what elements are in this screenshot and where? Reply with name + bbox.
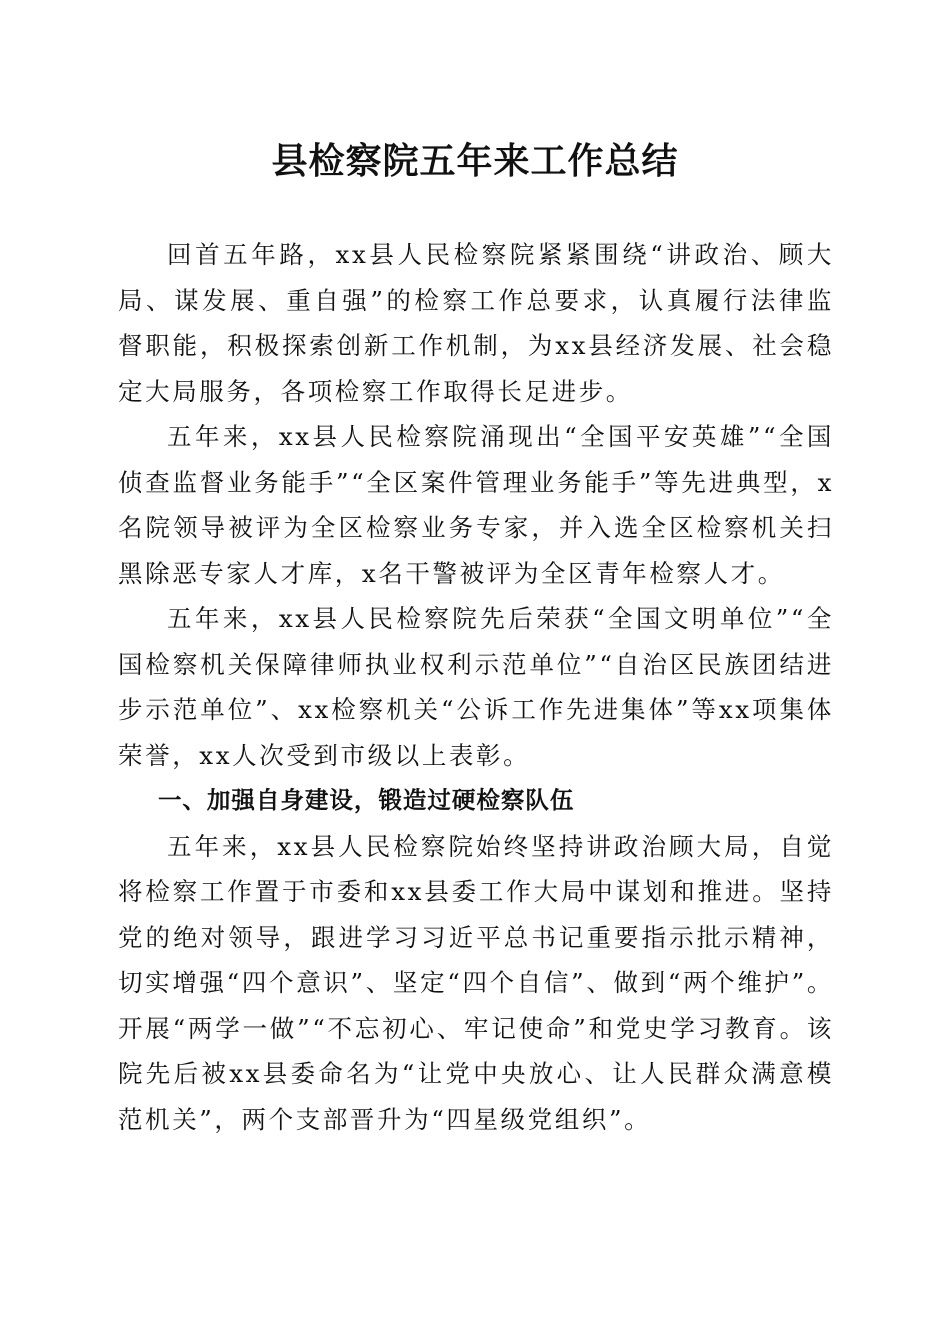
intro-paragraph: 回首五年路，xx县人民检察院紧紧围绕“讲政治、顾大局、谋发展、重自强”的检察工作总要求，认真履行法律监督职能，积极探索创新工作机制，为xx县经济发展、社会稳定大局服务，各项检察工作取得长足进步。 [118,240,834,406]
section-1-paragraph: 五年来，xx县人民检察院始终坚持讲政治顾大局，自觉将检察工作置于市委和xx县委工作大局中谋划和推进。坚持党的绝对领导，跟进学习习近平总书记重要指示批示精神，切实增强“四个意识”、坚定“四个自信”、做到“两个维护”。开展“两学一做”“不忘初心、牢记使命”和党史学习教育。该院先后被xx县委命名为“让党中央放心、让人民群众满意模范机关”，两个支部晋升为“四星级党组织”。 [118,831,834,1134]
document-title: 县检察院五年来工作总结 [271,140,679,182]
honors-paragraph: 五年来，xx县人民检察院先后荣获“全国文明单位”“全国检察机关保障律师执业权利示范单位”“自治区民族团结进步示范单位”、xx检察机关“公诉工作先进集体”等xx项集体荣誉，xx人次受到市级以上表彰。 [118,604,834,770]
section-heading-1: 一、加强自身建设，锻造过硬检察队伍 [157,786,575,814]
talent-paragraph: 五年来，xx县人民检察院涌现出“全国平安英雄”“全国侦查监督业务能手”“全区案件管理业务能手”等先进典型，x名院领导被评为全区检察业务专家，并入选全区检察机关扫黑除恶专家人才库，x名干警被评为全区青年检察人才。 [118,422,834,588]
document-body [118,232,834,1142]
